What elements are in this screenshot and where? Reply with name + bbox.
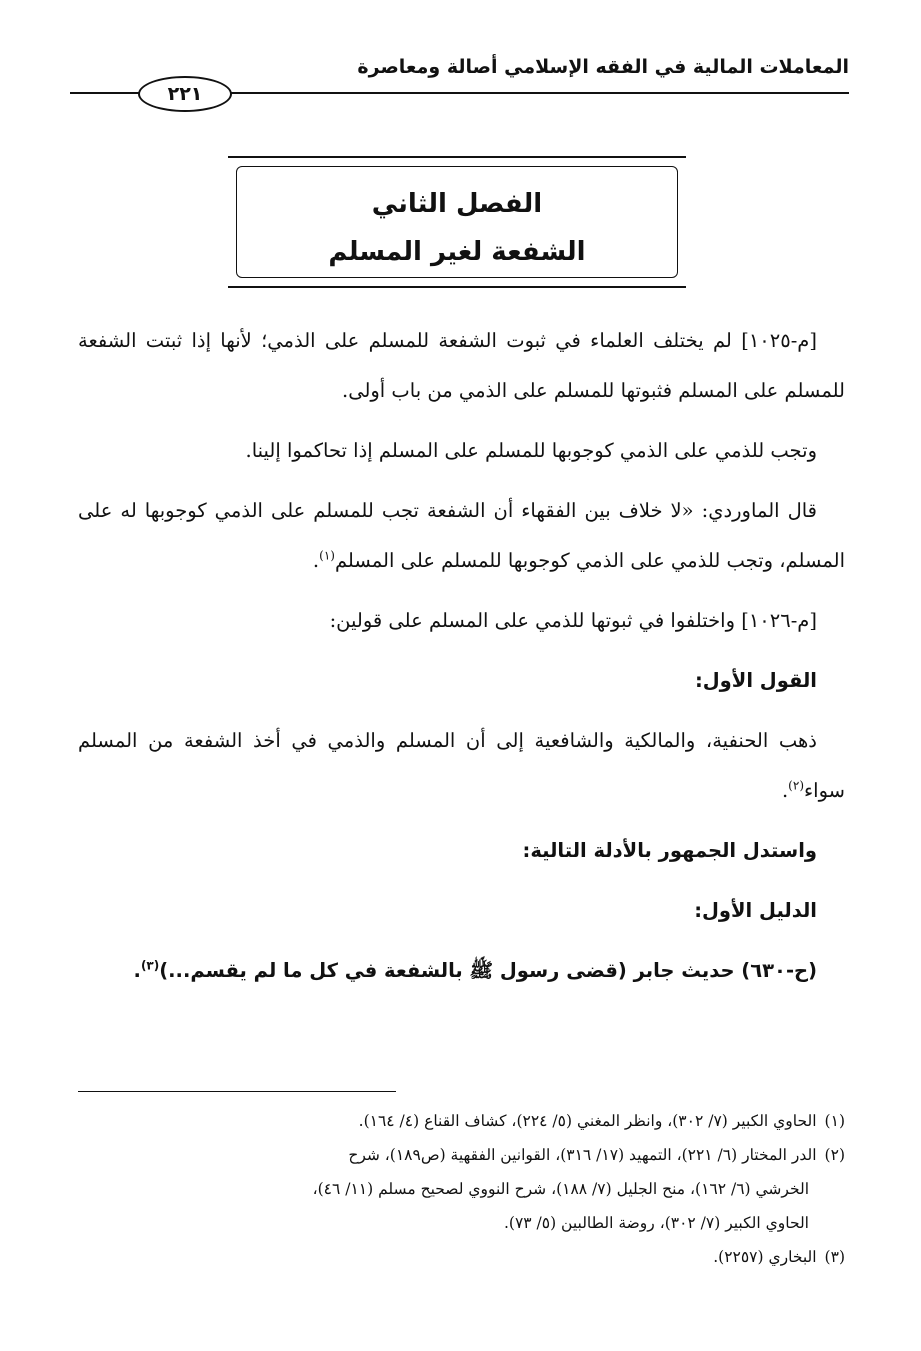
footnote-2-number: (٢) — [824, 1146, 845, 1164]
paragraph-6-end: . — [133, 959, 141, 982]
footnote-1-number: (١) — [824, 1112, 845, 1130]
chapter-title: الفصل الثاني — [371, 189, 543, 219]
footnote-1-text: الحاوي الكبير (٧/ ٣٠٢)، وانظر المغني (٥/ ٢٢٤)، كشاف القناع (٤/ ١٦٤). — [358, 1112, 817, 1130]
footnote-2-line-2: الخرشي (٦/ ١٦٢)، منح الجليل (٧/ ١٨٨)، شرح النووي لصحيح مسلم (١١/ ٤٦)، — [312, 1180, 809, 1198]
paragraph-4: [م-١٠٢٦] واختلفوا في ثبوتها للذمي على المسلم على قولين: — [329, 609, 817, 632]
footnote-ref-2: (٢) — [788, 778, 804, 793]
paragraph-5 — [78, 716, 845, 816]
footnote-2-line-3: الحاوي الكبير (٧/ ٣٠٢)، روضة الطالبين (٥/ ٧٣). — [503, 1214, 809, 1232]
paragraph-3 — [78, 486, 845, 586]
footnote-3 — [78, 1240, 845, 1274]
page-number: ٢٢١ — [138, 76, 232, 112]
heading-first-opinion: القول الأول: — [694, 669, 817, 692]
book-title: المعاملات المالية في الفقه الإسلامي أصالة ومعاصرة — [357, 56, 849, 78]
chapter-title-box — [228, 156, 686, 288]
footnote-ref-1: (١) — [319, 548, 335, 563]
footnotes — [78, 1104, 845, 1274]
footnote-1 — [78, 1104, 845, 1138]
paragraph-3-end: . — [312, 549, 320, 572]
paragraph-2: وتجب للذمي على الذمي كوجوبها للمسلم على المسلم إذا تحاكموا إلينا. — [245, 439, 817, 462]
footnote-3-text: البخاري (٢٢٥٧). — [713, 1248, 817, 1266]
footnote-3-number: (٣) — [824, 1248, 845, 1266]
paragraph-6 — [78, 946, 845, 996]
footnote-2 — [78, 1138, 845, 1172]
heading-evidence: واستدل الجمهور بالأدلة التالية: — [522, 839, 817, 862]
quote-text: قال الماوردي: «لا خلاف بين الفقهاء أن الشفعة تجب للمسلم على الذمي كوجوبها له على المسلم، وتجب للذمي على الذمي كوجوبها للمسلم على المسلم — [78, 499, 845, 572]
chapter-subtitle: الشفعة لغير المسلم — [328, 237, 586, 267]
heading-first-evidence: الدليل الأول: — [694, 899, 817, 922]
running-header — [70, 48, 849, 108]
main-text — [78, 316, 845, 996]
hadith-text: (ح-٦٣٠) حديث جابر (قضى رسول ﷺ بالشفعة في كل ما لم يقسم...) — [159, 959, 817, 982]
footnote-ref-3: (٣) — [140, 958, 160, 973]
paragraph-5-end: . — [781, 779, 789, 802]
paragraph-1: [م-١٠٢٥] لم يختلف العلماء في ثبوت الشفعة للمسلم على الذمي؛ لأنها إذا ثبتت الشفعة للمسلم على المسلم فثبوتها للمسلم على الذمي من باب أولى. — [78, 329, 845, 402]
chapter-frame — [236, 166, 678, 278]
footnote-2-line-1: الدر المختار (٦/ ٢٢١)، التمهيد (١٧/ ٣١٦)، القوانين الفقهية (ص١٨٩)، شرح — [348, 1146, 817, 1164]
footnote-separator — [78, 1091, 396, 1092]
paragraph-5-text: ذهب الحنفية، والمالكية والشافعية إلى أن المسلم والذمي في أخذ الشفعة من المسلم سواء — [78, 729, 845, 802]
